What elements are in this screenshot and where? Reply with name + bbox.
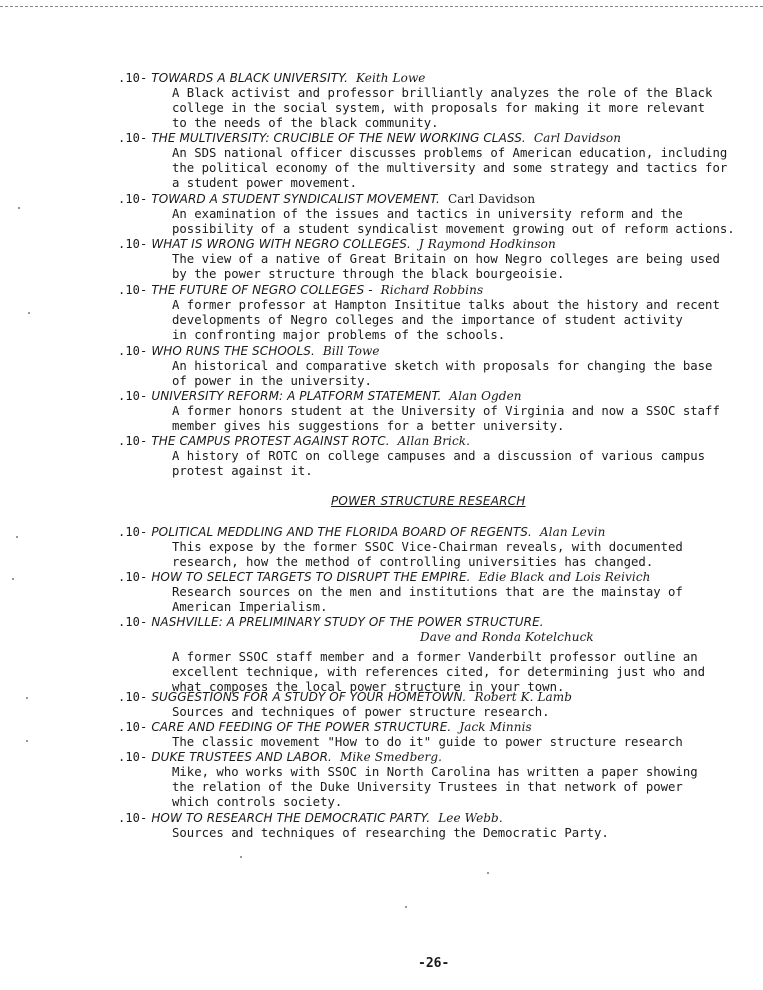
entry-price: .10- <box>118 811 148 825</box>
entry-title: THE FUTURE OF NEGRO COLLEGES - <box>151 283 373 297</box>
entry-heading <box>118 237 748 252</box>
entry-price: .10- <box>118 570 148 584</box>
scan-speck <box>487 872 489 874</box>
entry-title: POLITICAL MEDDLING AND THE FLORIDA BOARD OF REGENTS. <box>151 525 532 539</box>
entry-description: The view of a native of Great Britain on how Negro colleges are being used by the power structure through the black bourgeoisie. <box>172 252 720 282</box>
entry-description: An examination of the issues and tactics in university reform and the possibility of a student syndicalist movement growing out of reform actions. <box>172 207 735 237</box>
entry-heading <box>118 690 748 705</box>
entry-author: Edie Black and Lois Reivich <box>478 570 651 584</box>
entry-author: Bill Towe <box>322 344 380 358</box>
entry-price: .10- <box>118 525 148 539</box>
catalog-entry <box>118 570 748 615</box>
entry-title: WHO RUNS THE SCHOOLS. <box>151 344 315 358</box>
entry-heading <box>118 525 748 540</box>
entry-title: TOWARDS A BLACK UNIVERSITY. <box>151 71 348 85</box>
entry-description: A history of ROTC on college campuses and a discussion of various campus protest against it. <box>172 449 706 479</box>
entry-title: CARE AND FEEDING OF THE POWER STRUCTURE. <box>151 720 452 734</box>
top-edge-divider <box>0 0 763 7</box>
entry-price: .10- <box>118 389 148 403</box>
entry-author: Carl Davidson <box>533 131 622 145</box>
entry-price: .10- <box>118 750 148 764</box>
entry-description: An historical and comparative sketch with proposals for changing the base of power in the university. <box>172 359 713 389</box>
entry-price: .10- <box>118 344 148 358</box>
entry-title: HOW TO RESEARCH THE DEMOCRATIC PARTY. <box>151 811 431 825</box>
entry-author: Lee Webb. <box>438 811 503 825</box>
scan-speck <box>26 697 28 699</box>
entry-heading <box>118 283 748 298</box>
catalog-entry <box>118 615 748 696</box>
entry-price: .10- <box>118 690 148 704</box>
entry-title: HOW TO SELECT TARGETS TO DISRUPT THE EMPIRE. <box>151 570 471 584</box>
entry-heading <box>118 434 748 449</box>
entry-author: Allan Brick. <box>397 434 471 448</box>
entry-description: A former SSOC staff member and a former Vanderbilt professor outline an excellent technique, with references cited, for determining just who and what composes the local power structure in your town. <box>172 650 706 695</box>
entry-heading <box>118 811 748 826</box>
entry-author: Dave and Ronda Kotelchuck <box>420 630 594 644</box>
entry-title: THE MULTIVERSITY: CRUCIBLE OF THE NEW WORKING CLASS. <box>151 131 526 145</box>
entry-description: A Black activist and professor brilliantly analyzes the role of the Black college in the social system, with proposals for making it more relevant to the needs of the black community. <box>172 86 713 131</box>
catalog-entry <box>118 525 748 570</box>
entry-heading <box>118 750 748 765</box>
page-number: -26- <box>418 956 450 971</box>
entry-description: Sources and techniques of researching the Democratic Party. <box>172 826 609 840</box>
catalog-entry <box>118 344 748 389</box>
entry-description: This expose by the former SSOC Vice-Chairman reveals, with documented research, how the method of controlling universities has changed. <box>172 540 683 570</box>
entry-heading <box>118 192 748 207</box>
scan-speck <box>26 740 28 742</box>
scan-speck <box>12 578 14 580</box>
entry-price: .10- <box>118 71 148 85</box>
entry-author: Keith Lowe <box>356 71 426 85</box>
entry-author: Jack Minnis <box>459 720 532 734</box>
catalog-entry <box>118 131 748 192</box>
entry-title: DUKE TRUSTEES AND LABOR. <box>151 750 332 764</box>
entry-description: Mike, who works with SSOC in North Carolina has written a paper showing the relation of the Duke University Trustees in that network of power which controls society. <box>172 765 698 810</box>
entry-heading <box>118 344 748 359</box>
scan-speck <box>18 207 20 209</box>
entry-description: The classic movement "How to do it" guide to power structure research <box>172 735 683 749</box>
entry-description: Research sources on the men and institutions that are the mainstay of American Imperialism. <box>172 585 683 615</box>
scan-speck <box>16 536 18 538</box>
entry-price: .10- <box>118 192 148 206</box>
entry-price: .10- <box>118 615 148 629</box>
entry-heading <box>118 570 748 585</box>
scan-speck <box>240 856 242 858</box>
entry-title: NASHVILLE: A PRELIMINARY STUDY OF THE POWER STRUCTURE. <box>151 615 544 629</box>
catalog-entry <box>118 434 748 479</box>
entry-price: .10- <box>118 434 148 448</box>
entry-title: WHAT IS WRONG WITH NEGRO COLLEGES. <box>151 237 411 251</box>
entry-author: Richard Robbins <box>380 283 484 297</box>
catalog-entry <box>118 283 748 344</box>
entry-title: THE CAMPUS PROTEST AGAINST ROTC. <box>151 434 390 448</box>
entry-author: J Raymond Hodkinson <box>418 237 556 251</box>
entry-heading <box>118 71 748 86</box>
scan-speck <box>405 906 407 908</box>
section-heading: POWER STRUCTURE RESEARCH <box>331 494 526 508</box>
entry-heading <box>118 389 748 404</box>
entry-heading <box>118 615 748 645</box>
entry-title: UNIVERSITY REFORM: A PLATFORM STATEMENT. <box>151 389 442 403</box>
catalog-entry <box>118 71 748 132</box>
entry-price: .10- <box>118 131 148 145</box>
entry-author: Robert K. Lamb <box>474 690 573 704</box>
entry-heading <box>118 720 748 735</box>
entry-author: Alan Ogden <box>449 389 522 403</box>
entry-description: A former professor at Hampton Insititue talks about the history and recent developments of Negro colleges and the importance of student activity in confronting major problems of the schools. <box>172 298 720 343</box>
entry-price: .10- <box>118 283 148 297</box>
catalog-entry <box>118 389 748 434</box>
entry-title: SUGGESTIONS FOR A STUDY OF YOUR HOMETOWN. <box>151 690 467 704</box>
catalog-entry <box>118 811 748 841</box>
entry-author: Alan Levin <box>539 525 606 539</box>
entry-author: Mike Smedberg. <box>339 750 443 764</box>
catalog-entry <box>118 192 748 237</box>
entry-price: .10- <box>118 720 148 734</box>
catalog-entry <box>118 237 748 282</box>
catalog-entry <box>118 690 748 720</box>
entry-description: An SDS national officer discusses problems of American education, including the political economy of the multiversity and some strategy and tactics for a student power movement. <box>172 146 728 191</box>
entry-price: .10- <box>118 237 148 251</box>
entry-description: Sources and techniques of power structure research. <box>172 705 550 719</box>
entry-heading <box>118 131 748 146</box>
scan-speck <box>28 312 30 314</box>
entry-author: Carl Davidson <box>447 192 536 206</box>
catalog-entry <box>118 750 748 811</box>
entry-description: A former honors student at the University of Virginia and now a SSOC staff member gives his suggestions for a better university. <box>172 404 720 434</box>
entry-title: TOWARD A STUDENT SYNDICALIST MOVEMENT. <box>151 192 440 206</box>
catalog-entry <box>118 720 748 750</box>
